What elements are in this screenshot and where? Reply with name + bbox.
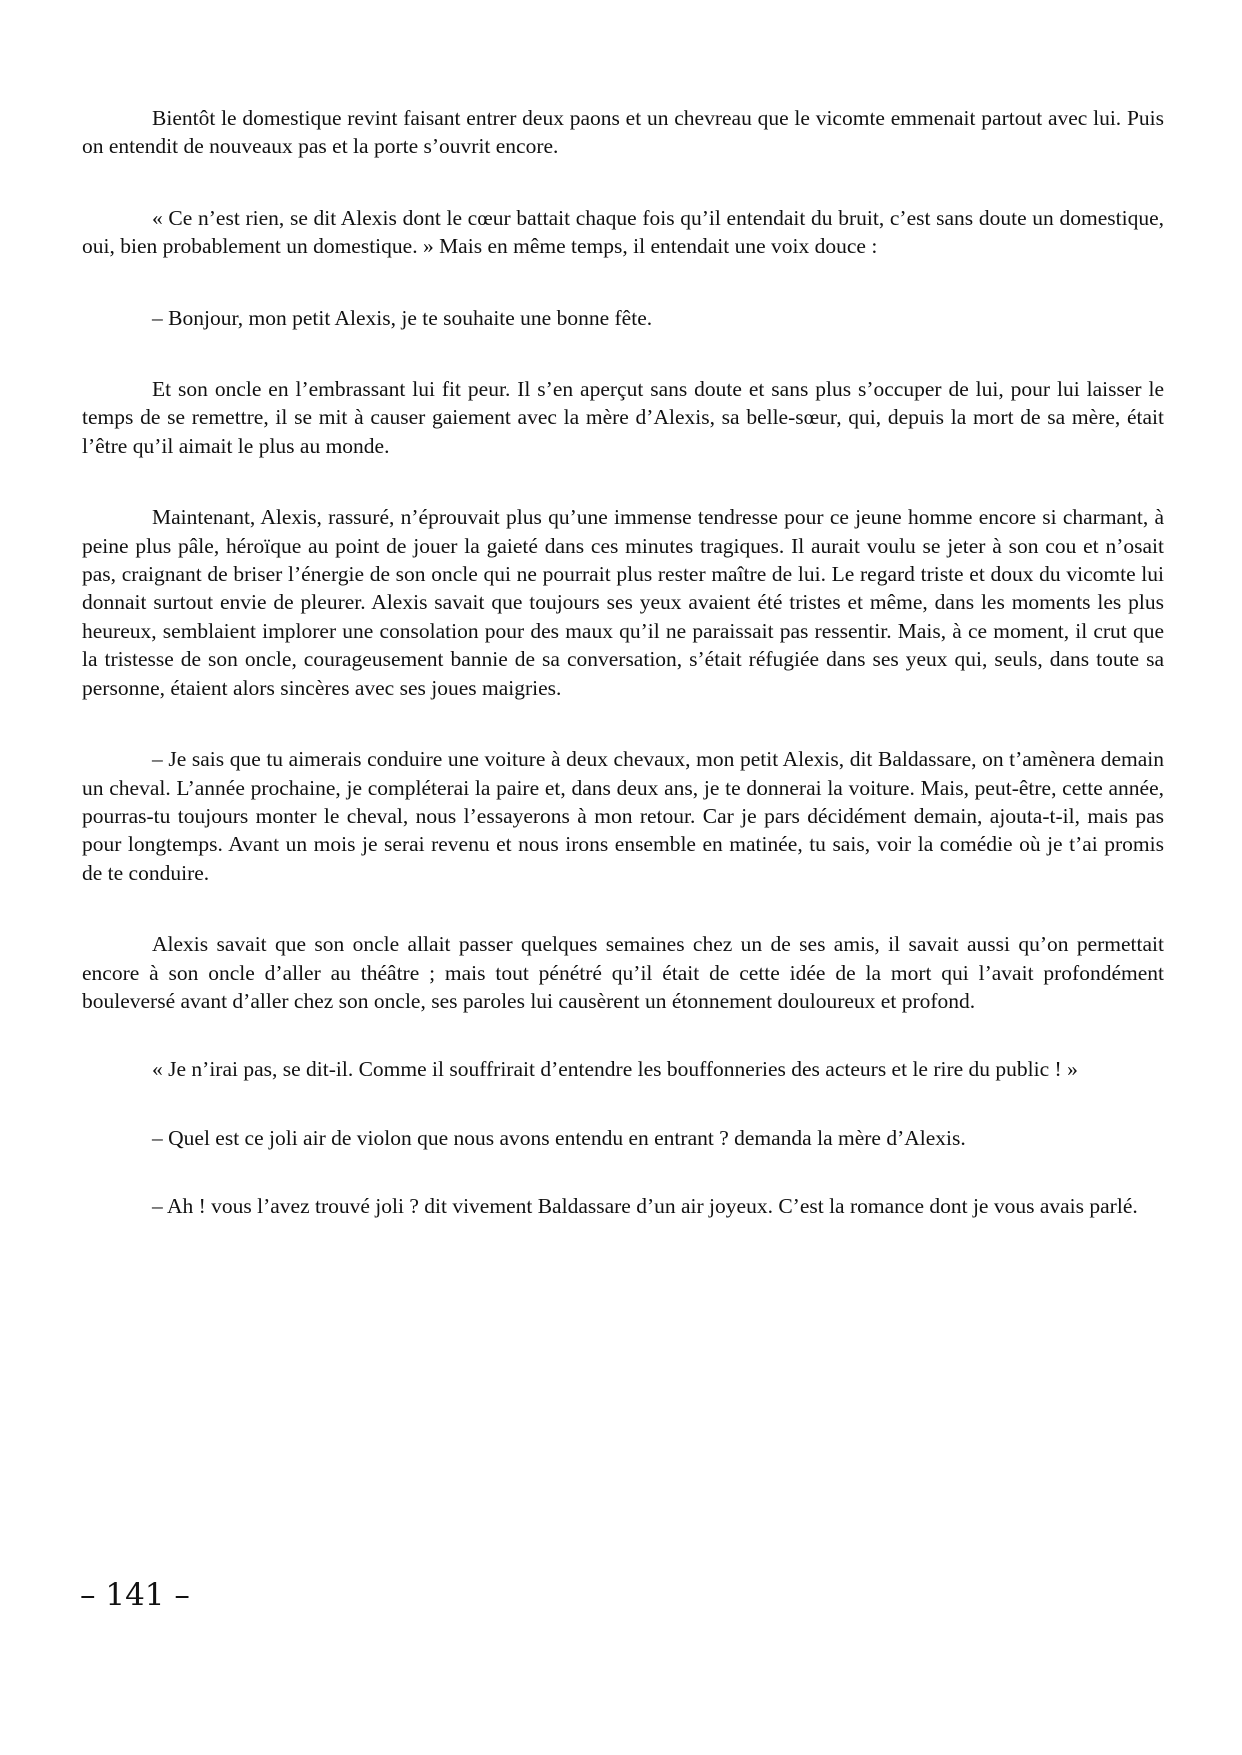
- paragraph: – Bonjour, mon petit Alexis, je te souhaite une bonne fête.: [152, 305, 653, 330]
- paragraph: – Je sais que tu aimerais conduire une voiture à deux chevaux, mon petit Alexis, dit Baldassare, on t’amènera demain un cheval. L’année prochaine, je compléterai la paire et, dans deux ans, je te donnerai la voiture. Mais, peut-être, cette année, pourras-tu toujours monter le cheval, nous l’essayerons à mon retour. Car je pars décidément demain, ajouta-t-il, mais pas pour longtemps. Avant un mois je serai revenu et nous irons ensemble en matinée, tu sais, voir la comédie où je t’ai promis de te conduire.: [82, 747, 1164, 885]
- paragraph: « Je n’irai pas, se dit-il. Comme il souffrirait d’entendre les bouffonneries des acteurs et le rire du public ! »: [152, 1057, 1078, 1082]
- paragraph: Maintenant, Alexis, rassuré, n’éprouvait plus qu’une immense tendresse pour ce jeune homme encore si charmant, à peine plus pâle, héroïque au point de jouer la gaieté dans ces minutes tragiques. Il aurait voulu se jeter à son cou et n’osait pas, craignant de briser l’énergie de son oncle qui ne pourrait plus rester maître de lui. Le regard triste et doux du vicomte lui donnait surtout envie de pleurer. Alexis savait que toujours ses yeux avaient été tristes et même, dans les moments les plus heureux, semblaient implorer une consolation pour des maux qu’il ne paraissait pas ressentir. Mais, à ce moment, il crut que la tristesse de son oncle, courageusement bannie de sa conversation, s’était réfugiée dans ses yeux qui, seuls, dans toute sa personne, étaient alors sincères avec ses joues maigries.: [82, 505, 1164, 700]
- paragraph: – Ah ! vous l’avez trouvé joli ? dit vivement Baldassare d’un air joyeux. C’est la romance dont je vous avais parlé.: [152, 1194, 1138, 1219]
- page-number: – 141 –: [80, 1577, 190, 1613]
- paragraph: Bientôt le domestique revint faisant entrer deux paons et un chevreau que le vicomte emmenait partout avec lui. Puis on entendit de nouveaux pas et la porte s’ouvrit encore.: [82, 106, 1164, 159]
- paragraph: – Quel est ce joli air de violon que nous avons entendu en entrant ? demanda la mère d’Alexis.: [152, 1125, 966, 1150]
- paragraph: Alexis savait que son oncle allait passer quelques semaines chez un de ses amis, il savait aussi qu’on permettait encore à son oncle d’aller au théâtre ; mais tout pénétré qu’il était de cette idée de la mort qui l’avait profondément bouleversé avant d’aller chez son oncle, ses paroles lui causèrent un étonnement douloureux et profond.: [82, 932, 1164, 1013]
- page-body: [82, 104, 1164, 1221]
- paragraph: Et son oncle en l’embrassant lui fit peur. Il s’en aperçut sans doute et sans plus s’occuper de lui, pour lui laisser le temps de se remettre, il se mit à causer gaiement avec la mère d’Alexis, sa belle-sœur, qui, depuis la mort de sa mère, était l’être qu’il aimait le plus au monde.: [82, 377, 1164, 458]
- paragraph: « Ce n’est rien, se dit Alexis dont le cœur battait chaque fois qu’il entendait du bruit, c’est sans doute un domestique, oui, bien probablement un domestique. » Mais en même temps, il entendait une voix douce :: [82, 205, 1164, 259]
